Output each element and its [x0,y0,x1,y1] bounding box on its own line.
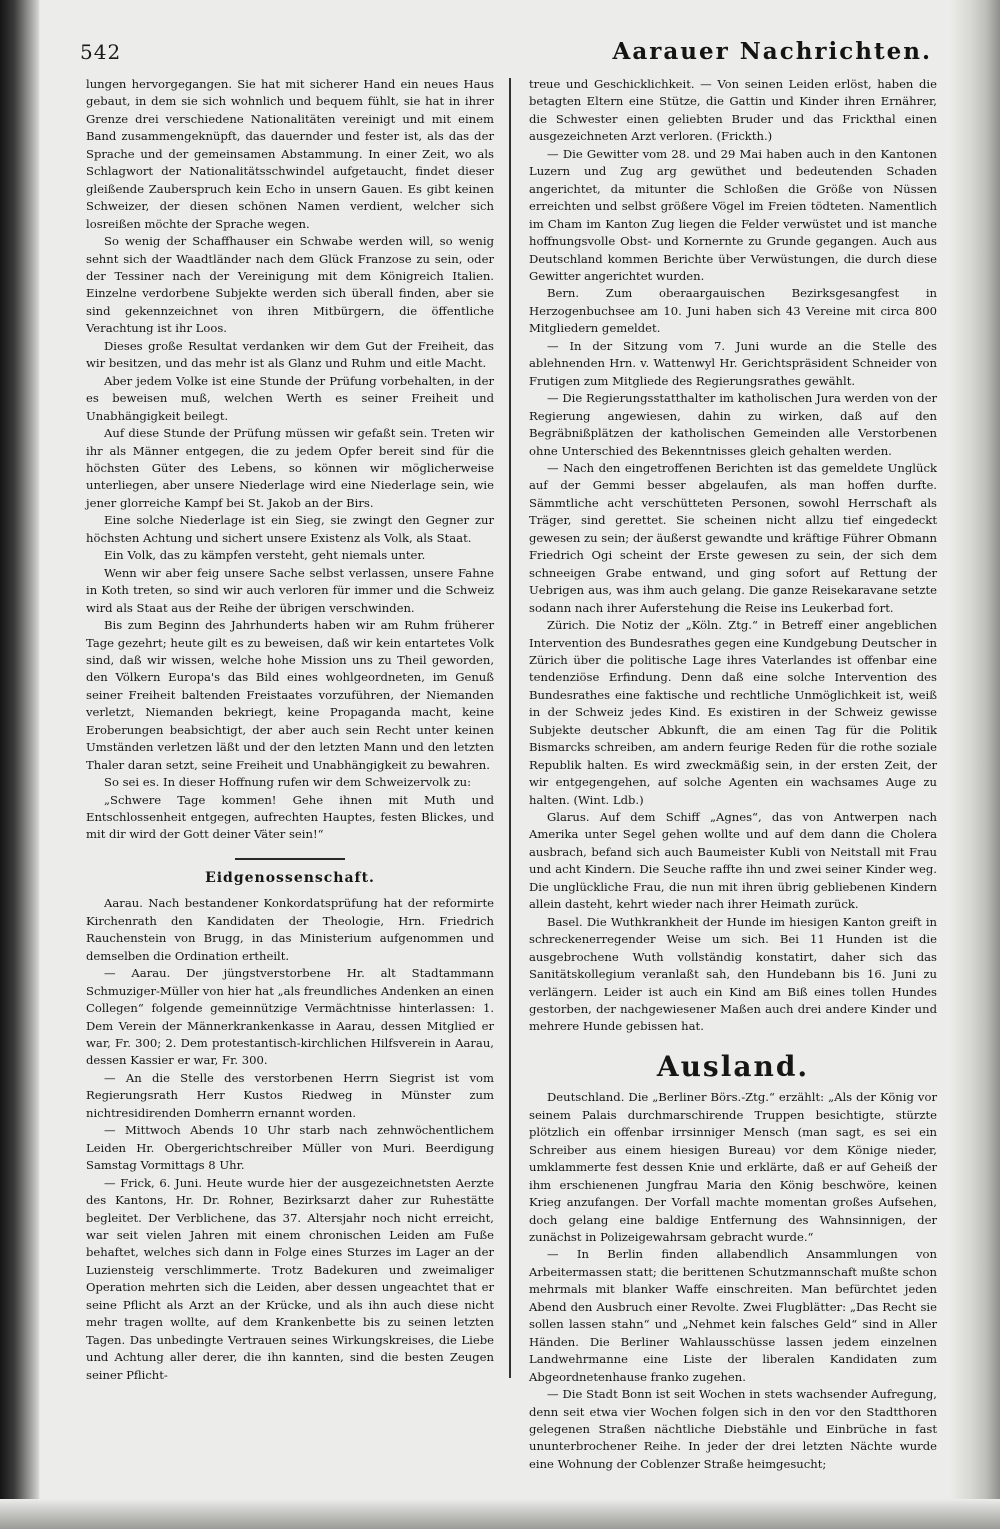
left-column [86,76,494,1384]
article-paragraph: Bis zum Beginn des Jahrhunderts haben wir am Ruhm früherer Tage gezehrt; heute gilt es zu beweisen, daß wir kein entartetes Volk sind, daß wir wissen, welche hohe Mission uns zu Theil geworden, den Völkern Europa's das Bild eines wohlgeordneten, im Genuß seiner Freiheit baltenden Freistaates vorzuführen, der Niemanden verletzt, Niemanden bekriegt, keine Propaganda macht, keine Eroberungen beabsichtigt, der aber auch sein Recht unter keinen Umständen verletzen läßt und der den letzten Mann und den letzten Thaler daran setzt, seine Freiheit und Unabhängigkeit zu bewahren. [86,618,494,772]
article-paragraph: Aber jedem Volke ist eine Stunde der Prüfung vorbehalten, in der es beweisen muß, welchen Werth es seiner Freiheit und Unabhängigkeit beilegt. [86,373,494,423]
article-paragraph: Dieses große Resultat verdanken wir dem Gut der Freiheit, das wir besitzen, und das mehr ist als Glanz und Ruhm und eitle Macht. [86,338,494,371]
section-heading-eidgenossenschaft: Eidgenossenschaft. [205,869,375,886]
article-paragraph: So wenig der Schaffhauser ein Schwabe werden will, so wenig sehnt sich der Waadtländer nach dem Glück Franzose zu sein, oder der Tessiner nach der Vereinigung mit dem Königreich Italien. Einzelne verdorbene Subjekte werden sich überall finden, aber sie sind gekennzeichnet von ihren Mitbürgern, die öffentliche Verachtung ist ihr Loos. [86,234,494,336]
news-item: — In Berlin finden allabendlich Ansammlungen von Arbeitermassen statt; die berittenen Schutzmannschaft mußte schon mehrmals mit blanker Waffe einschreiten. Man befürchtet jeden Abend den Ausbruch einer Revolte. Zwei Flugblätter: „Das Recht sie sollen lassen stahn“ und „Nehmet kein falsches Geld“ sind in Aller Händen. Die Berliner Wahlausschüsse lassen jedem einzelnen Landwehrmanne eine Liste der liberalen Kandidaten zum Abgeordnetenhause franko zugehen. [529,1247,937,1384]
article-paragraph: Wenn wir aber feig unsere Sache selbst verlassen, unsere Fahne in Koth treten, so sind wir auch verloren für immer und die Schweiz wird als Staat aus der Reihe der übrigen verschwinden. [86,565,494,615]
page-header [80,38,940,72]
article-paragraph: Ein Volk, das zu kämpfen versteht, geht niemals unter. [104,548,426,563]
column-divider [509,78,511,1378]
article-paragraph: Eine solche Niederlage ist ein Sieg, sie zwingt den Gegner zur höchsten Achtung und sichert unsere Existenz als Volk, als Staat. [86,513,494,545]
article-paragraph: So sei es. In dieser Hoffnung rufen wir dem Schweizervolk zu: [104,775,472,790]
masthead-title: Aarauer Nachrichten. [612,38,932,65]
news-item: — Aarau. Der jüngstverstorbene Hr. alt Stadtammann Schmuziger-Müller von hier hat „als freundliches Andenken an einen Collegen“ folgende gemeinnützige Vermächtnisse hinterlassen: 1. Dem Verein der Männerkrankenkasse in Aarau, dessen Mitglied er war, Fr. 300; 2. Dem protestantisch-kirchlichen Hilfsverein in Aarau, dessen Kassier er war, Fr. 300. [86,966,494,1068]
section-separator [235,858,345,860]
news-item: Bern. Zum oberaargauischen Bezirksgesangfest in Herzogenbuchsee am 10. Juni haben sich 43 Vereine mit circa 800 Mitgliedern gemeldet. [529,286,937,336]
article-paragraph: Auf diese Stunde der Prüfung müssen wir gefaßt sein. Treten wir ihr als Männer entgegen, die zu jedem Opfer bereit sind für die höchsten Güter des Lebens, so können wir möglicherweise unterliegen, aber unsere Niederlage wird eine Niederlage sein, wie jener glorreiche Kampf bei St. Jakob an der Birs. [86,426,494,510]
news-item: — Nach den eingetroffenen Berichten ist das gemeldete Unglück auf der Gemmi besser abgelaufen, als man hoffen durfte. Sämmtliche acht verschütteten Personen, sowohl Herrschaft als Träger, sind gerettet. Sie scheinen nicht allzu tief eingedeckt gewesen zu sein; der äußerst gewandte und kräftige Führer Obmann Friedrich Ogi scheint der Erste gewesen zu sein, der sich dem schneeigen Grabe entwand, und ging sofort auf Rettung der Uebrigen aus, was ihm auch gelang. Die ganze Reisekaravane setzte sodann nach ihrer Auferstehung die Reise ins Leukerbad fort. [529,460,937,615]
page-number: 542 [80,40,122,64]
closing-quote: „Schwere Tage kommen! Gehe ihnen mit Muth und Entschlossenheit entgegen, aufrechten Hauptes, festen Blickes, und mit dir wird der Gott deiner Väter sein!“ [86,792,494,842]
news-item: — In der Sitzung vom 7. Juni wurde an die Stelle des ablehnenden Hrn. v. Wattenwyl Hr. Gerichtspräsident Schneider von Frutigen zum Mitgliede des Regierungsrathes gewählt. [529,338,937,388]
news-item: Glarus. Auf dem Schiff „Agnes“, das von Antwerpen nach Amerika unter Segel gehen wollte und auf dem dann die Cholera ausbrach, befand sich auch Baumeister Kubli von Neitstall mit Frau und acht Kindern. Die Seuche raffte ihn und zwei seiner Kinder weg. Die unglückliche Frau, die nun mit ihren übrig gebliebenen Kindern allein dasteht, kehrt wieder nach ihrer Heimath zurück. [529,810,937,912]
right-column [529,76,937,1473]
scan-bottom-edge [0,1499,1000,1529]
news-item: — An die Stelle des verstorbenen Herrn Siegrist ist vom Regierungsrath Herr Kustos Riedweg in Münster zum nichtresidirenden Domherrn ernannt worden. [86,1070,494,1120]
news-item: Basel. Die Wuthkrankheit der Hunde im hiesigen Kanton greift in schreckenerregender Weise um sich. Bei 11 Hunden ist die ausgebrochene Wuth vollständig konstatirt, daher sich das Sanitätskollegium veranlaßt sah, den Hundebann bis 16. Juni zu verlängern. Leider ist auch ein Kind am Biß eines tollen Hundes gestorben, der nachgewiesener Maßen auch drei andere Kinder und mehrere Hunde gebissen hat. [529,914,937,1034]
news-item: — Die Gewitter vom 28. und 29 Mai haben auch in den Kantonen Luzern und Zug arg gewüthet und bedeutenden Schaden angerichtet, da mitunter die Schloßen die Größe von Nüssen erreichten und selbst größere Vögel im Freien tödteten. Namentlich im Cham im Kanton Zug liegen die Felder verwüstet und ist manche hoffnungsvolle Obst- und Kornernte zu Grunde gegangen. Auch aus Deutschland kommen Berichte über Verwüstungen, die durch diese Gewitter angerichtet wurden. [529,146,937,283]
news-item: Zürich. Die Notiz der „Köln. Ztg.“ in Betreff einer angeblichen Intervention des Bundesrathes gegen eine Kundgebung Deutscher in Zürich über die politische Lage ihres Vaterlandes ist offenbar eine tendenziöse Erfindung. Denn daß eine solche Intervention des Bundesrathes eine faktische und rechtliche Unmöglichkeit ist, weiß in der Schweiz jedes Kind. Es existiren in der Schweiz gewisse Subjekte deutscher Abkunft, die am einen Tag für die Politik Bismarcks schreiben, am andern feurige Reden für die rothe soziale Republik halten. Es wird zweckmäßig sein, in der ersten Zeit, der wir entgegengehen, auf solche Agenten ein wachsames Auge zu halten. (Wint. Ldb.) [529,618,937,807]
news-item: Deutschland. Die „Berliner Börs.-Ztg.“ erzählt: „Als der König vor seinem Palais durchmarschirende Truppen besichtigte, stürzte plötzlich ein offenbar irrsinniger Mensch (man sagt, es sei ein Schreiber aus einem hiesigen Bureau) vor dem Könige nieder, umklammerte fest dessen Knie und erklärte, daß er auf Geheiß der ihm erschienenen Jungfrau Maria den König beschwöre, keinen Krieg anzufangen. Der Vorfall machte momentan großes Aufsehen, doch gelang eine baldige Entfernung des Wahnsinnigen, der zunächst in Polizeigewahrsam gebracht wurde.“ [529,1090,937,1244]
news-item: Aarau. Nach bestandener Konkordatsprüfung hat der reformirte Kirchenrath den Kandidaten der Theologie, Hrn. Friedrich Rauchenstein von Brugg, in das Ministerium aufgenommen und demselben die Ordination ertheilt. [86,896,494,963]
news-item: — Die Stadt Bonn ist seit Wochen in stets wachsender Aufregung, denn seit etwa vier Wochen folgen sich in den vor den Stadtthoren gelegenen Straßen nächtliche Diebstähle und Einbrüche in fast ununterbrochener Reihe. In jeder der drei letzten Nächte wurde eine Wohnung der Coblenzer Straße heimgesucht; [529,1387,937,1471]
news-item: treue und Geschicklichkeit. — Von seinen Leiden erlöst, haben die betagten Eltern eine Stütze, die Gattin und Kinder ihren Ernährer, die Schwester einen geliebten Bruder und das Frickthal einen ausgezeichneten Arzt verloren. (Frickth.) [529,77,937,144]
scan-right-edge [950,0,1000,1529]
news-item: — Die Regierungsstatthalter im katholischen Jura werden von der Regierung angewiesen, dahin zu wirken, daß auf den Begräbnißplätzen der katholischen Gemeinden alle Verstorbenen ohne Unterschied des Bekenntnisses gleich gehalten werden. [529,391,937,458]
article-paragraph: lungen hervorgegangen. Sie hat mit sicherer Hand ein neues Haus gebaut, in dem sie sich wohnlich und bequem fühlt, sie hat in ihrer Grenze drei verschiedene Nationalitäten vereinigt und mit einem Band zusammengeknüpft, das dauernder und fester ist, als das der Sprache und der gemeinsamen Abstammung. In einer Zeit, wo als Schlagwort der Nationalitätsschwindel aufgetaucht, findet dieser gleißende Zauberspruch kein Echo in unsern Gauen. Es gibt keinen Schweizer, der diesen schönen Namen verdient, welcher sich losreißen möchte der Sprache wegen. [86,77,494,231]
news-item: — Mittwoch Abends 10 Uhr starb nach zehnwöchentlichem Leiden Hr. Obergerichtschreiber Müller von Muri. Beerdigung Samstag Vormittags 8 Uhr. [86,1123,494,1173]
scan-left-edge [0,0,40,1529]
section-heading-ausland: Ausland. [656,1049,810,1083]
news-item: — Frick, 6. Juni. Heute wurde hier der ausgezeichnetsten Aerzte des Kantons, Hr. Dr. Rohner, Bezirksarzt daher zur Ruhestätte begleitet. Der Verblichene, das 37. Altersjahr noch nicht erreicht, war seit vielen Jahren mit einem chronischen Leiden am Fuße behaftet, welches sich dann in Folge eines Sturzes im Lager an der Luziensteig verschlimmerte. Trotz Badekuren und zweimaliger Operation mehrten sich die Leiden, aber dessen ungeachtet that er seine Pflicht als Arzt an der Krücke, und als ihn auch diese nicht mehr tragen wollte, auf dem Krankenbette bis zu seinen letzten Tagen. Das unbedingte Vertrauen seines Wirkungskreises, die Liebe und Achtung aller derer, die ihn kannten, sind die besten Zeugen seiner Pflicht- [86,1175,494,1382]
